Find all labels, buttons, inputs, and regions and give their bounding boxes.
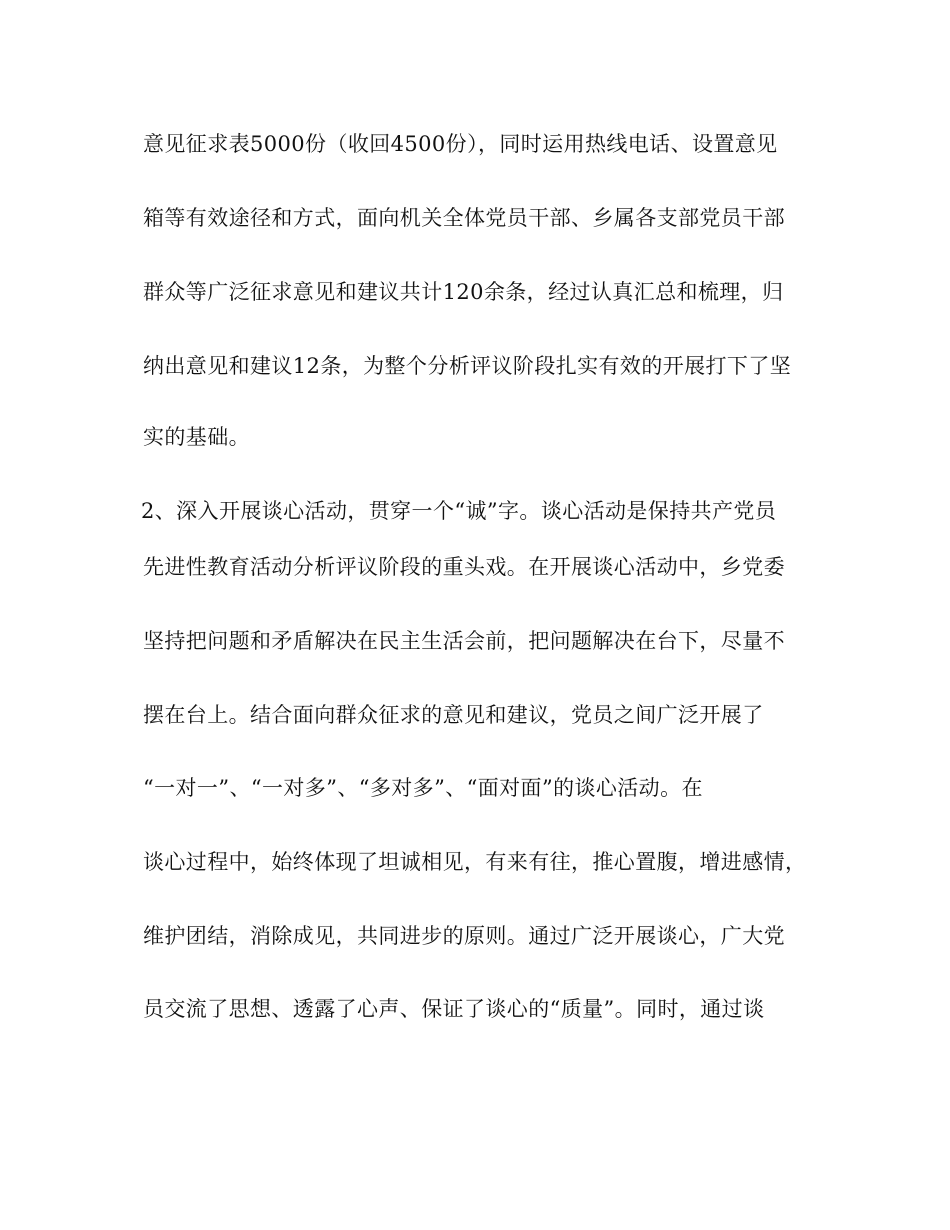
body-text-line: 维护团结，消除成见，共同进步的原则。通过广泛开展谈心，广大党 — [143, 924, 785, 948]
section-heading-line: 2、深入开展谈心活动，贯穿一个“诚”字。谈心活动是保持共产党员 — [141, 499, 777, 523]
body-text-line: 先进性教育活动分析评议阶段的重头戏。在开展谈心活动中，乡党委 — [143, 555, 785, 579]
body-text-line: 谈心过程中，始终体现了坦诚相见，有来有往，推心置腹，增进感情， — [143, 850, 807, 874]
body-text-line: 员交流了思想、透露了心声、保证了谈心的“质量”。同时，通过谈 — [143, 997, 765, 1021]
body-text-line: 坚持把问题和矛盾解决在民主生活会前，把问题解决在台下，尽量不 — [143, 629, 785, 653]
body-text-line: 摆在台上。结合面向群众征求的意见和建议，党员之间广泛开展了 — [143, 703, 764, 727]
body-text-line: 意见征求表5000份（收回4500份），同时运用热线电话、设置意见 — [143, 132, 778, 156]
body-text-line: 纳出意见和建议12条，为整个分析评议阶段扎实有效的开展打下了坚 — [143, 354, 792, 378]
body-text-line: 群众等广泛征求意见和建议共计120余条，经过认真汇总和梳理，归 — [143, 280, 784, 304]
body-text-line: “一对一”、“一对多”、“多对多”、“面对面”的谈心活动。在 — [143, 776, 703, 800]
body-text-line: 箱等有效途径和方式，面向机关全体党员干部、乡属各支部党员干部 — [143, 206, 785, 230]
body-text-line: 实的基础。 — [143, 425, 250, 449]
